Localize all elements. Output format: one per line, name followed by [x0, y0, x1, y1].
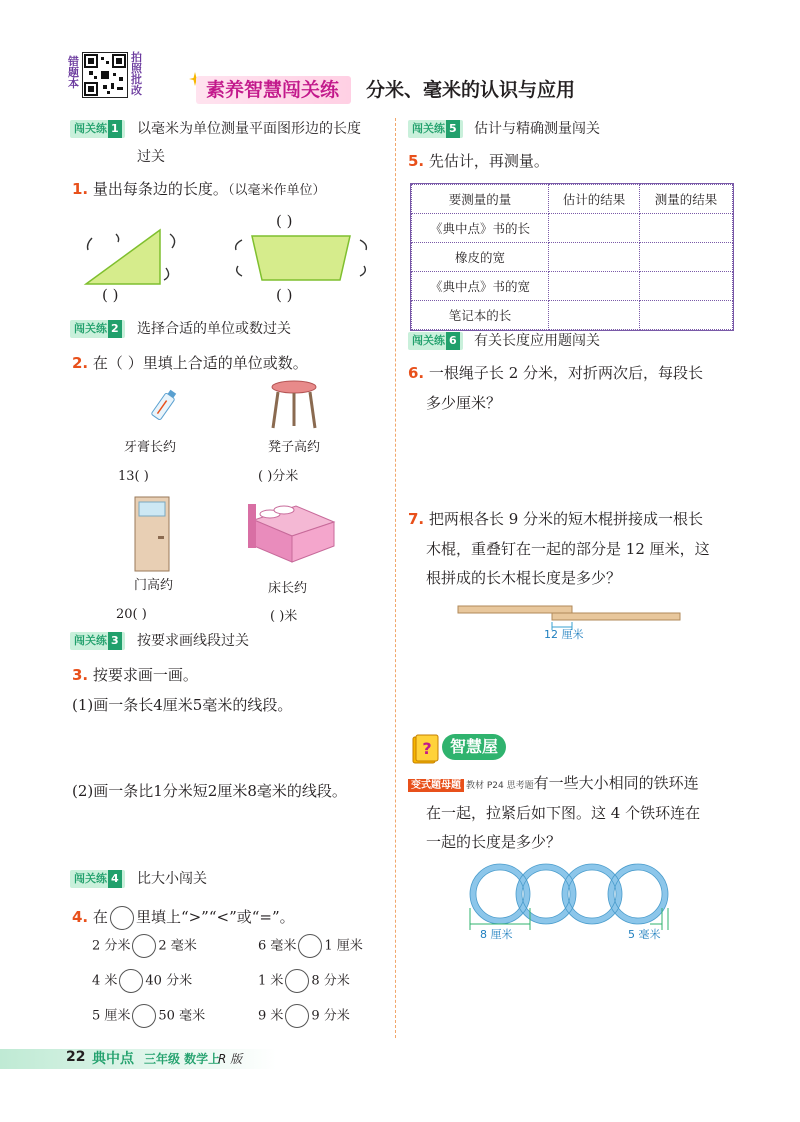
book-question-icon: [410, 733, 440, 765]
tag-number: 3: [108, 632, 122, 650]
table-header: 测量的结果: [640, 185, 733, 214]
overlap-label: 12 厘米: [544, 628, 584, 641]
measure-table: [410, 183, 734, 331]
section-title-5: 估计与精确测量闯关: [474, 121, 600, 137]
section-title-2: 选择合适的单位或数过关: [137, 321, 291, 337]
textbook-ref: 教材 P24 思考题: [466, 781, 534, 791]
bed-icon: [246, 500, 338, 570]
question-number: 1.: [72, 180, 89, 198]
compare-right: 40 分米: [145, 973, 193, 989]
question-note: （以毫米作单位）: [227, 183, 326, 198]
section-title-3: 按要求画线段过关: [137, 633, 249, 649]
variant-badge: 变式题母题: [408, 779, 464, 792]
compare-row-1b: [258, 934, 363, 958]
tag-label: 闯关练: [74, 322, 107, 335]
compare-circle[interactable]: [132, 1004, 156, 1028]
trapezoid-top-blank[interactable]: ( ): [276, 212, 293, 230]
question-3-sub-2: (2)画一条比1分米短2厘米8毫米的线段。: [72, 782, 347, 800]
table-row: [412, 301, 733, 330]
tag-stage-1: [70, 120, 125, 138]
tag-label: 闯关练: [74, 122, 107, 135]
compare-right: 50 毫米: [158, 1008, 206, 1024]
tag-label: 闯关练: [412, 122, 445, 135]
photo-grading-label: 拍照批改: [131, 51, 142, 97]
question-5: [408, 150, 549, 172]
question-text: 有一些大小相同的铁环连: [533, 774, 699, 792]
question-7: [408, 508, 703, 530]
bed-answer[interactable]: ( )米: [270, 609, 298, 624]
question-number: 4.: [72, 908, 89, 926]
table-row: [412, 243, 733, 272]
ring-thickness-label: 5 毫米: [628, 928, 661, 941]
page-number: 22: [66, 1049, 86, 1065]
question-2: [72, 352, 308, 374]
compare-circle[interactable]: [132, 934, 156, 958]
trapezoid-figure: [228, 222, 378, 292]
toothpaste-answer[interactable]: 13( ): [118, 469, 149, 484]
question-1: [72, 178, 325, 202]
compare-right: 9 分米: [311, 1008, 350, 1024]
tag-stage-6: [408, 332, 463, 350]
question-number: 2.: [72, 354, 89, 372]
bed-label: 床长约: [268, 581, 308, 596]
tag-number: 2: [108, 320, 122, 338]
brand-logo: 典中点: [92, 1051, 134, 1067]
edition: R 版: [218, 1052, 243, 1066]
question-text: 在（ ）里填上合适的单位或数。: [92, 354, 308, 372]
table-cell-measure[interactable]: [640, 272, 733, 301]
table-cell-item: 《典中点》书的长: [412, 214, 549, 243]
wisdom-question: [408, 772, 699, 797]
tag-label: 闯关练: [74, 634, 107, 647]
question-number: 6.: [408, 364, 425, 382]
tag-stage-3: [70, 632, 125, 650]
compare-left: 4 米: [92, 973, 118, 989]
table-cell-estimate[interactable]: [549, 301, 640, 330]
tag-stage-2: [70, 320, 125, 338]
page-title: 分米、毫米的认识与应用: [366, 79, 576, 101]
tag-number: 1: [108, 120, 122, 138]
table-cell-item: 笔记本的长: [412, 301, 549, 330]
question-4: [72, 906, 295, 930]
door-icon: [134, 496, 170, 572]
triangle-figure: [82, 222, 192, 312]
ring-width-label: 8 厘米: [480, 928, 513, 941]
door-answer[interactable]: 20( ): [116, 607, 147, 622]
triangle-bottom-blank[interactable]: ( ): [102, 286, 119, 304]
question-text: 一根绳子长 2 分米，对折两次后，每段长: [428, 364, 704, 382]
compare-left: 9 米: [258, 1008, 284, 1024]
compare-row-2a: [92, 969, 192, 993]
table-cell-item: 橡皮的宽: [412, 243, 549, 272]
question-7-line-3: 根拼成的长木棍长度是多少？: [426, 569, 622, 587]
tag-label: 闯关练: [412, 334, 445, 347]
tag-number: 4: [108, 870, 122, 888]
qr-code-icon: [82, 52, 128, 98]
table-row: [412, 272, 733, 301]
compare-left: 2 分米: [92, 938, 131, 954]
question-6-line-2: 多少厘米？: [426, 394, 502, 412]
table-row: [412, 214, 733, 243]
compare-circle[interactable]: [285, 1004, 309, 1028]
toothpaste-icon: [146, 386, 182, 426]
compare-row-2b: [258, 969, 350, 993]
section-title-1: 以毫米为单位测量平面图形边的长度: [137, 121, 361, 137]
table-cell-estimate[interactable]: [549, 272, 640, 301]
compare-circle[interactable]: [285, 969, 309, 993]
question-text: 把两根各长 9 分米的短木棍拼接成一根长: [428, 510, 704, 528]
wisdom-question-line-3: 一起的长度是多少？: [426, 833, 562, 851]
table-header: 要测量的量: [412, 185, 549, 214]
question-text: 先估计，再测量。: [428, 152, 549, 170]
tag-stage-5: [408, 120, 463, 138]
compare-right: 2 毫米: [158, 938, 197, 954]
compare-row-3a: [92, 1004, 205, 1028]
table-cell-measure[interactable]: [640, 243, 733, 272]
compare-left: 6 毫米: [258, 938, 297, 954]
wisdom-house-title: 智慧屋: [442, 734, 506, 760]
door-label: 门高约: [134, 578, 174, 593]
section-title-6: 有关长度应用题闯关: [474, 333, 600, 349]
stool-icon: [268, 380, 320, 430]
question-text: 在: [92, 908, 108, 926]
table-cell-item: 《典中点》书的宽: [412, 272, 549, 301]
question-7-line-2: 木棍，重叠钉在一起的部分是 12 厘米，这: [426, 540, 710, 558]
error-book-label: 错题本: [68, 55, 79, 90]
wisdom-question-line-2: 在一起，拉紧后如下图。这 4 个铁环连在: [426, 804, 701, 822]
compare-circle-sample: [110, 906, 134, 930]
compare-row-3b: [258, 1004, 350, 1028]
section-title-1-cont: 过关: [137, 149, 165, 165]
compare-right: 1 厘米: [324, 938, 363, 954]
compare-left: 5 厘米: [92, 1008, 131, 1024]
question-number: 3.: [72, 666, 89, 684]
column-divider: [395, 118, 396, 1038]
question-text-2: 里填上“>”“<”或“=”。: [135, 908, 295, 926]
question-text: 量出每条边的长度。: [92, 180, 228, 198]
section-badge: 素养智慧闯关练: [196, 76, 351, 104]
table-header-row: [412, 185, 733, 214]
tag-number: 5: [446, 120, 460, 138]
svg-text:?: ?: [422, 739, 432, 758]
question-number: 7.: [408, 510, 425, 528]
stool-answer[interactable]: ( )分米: [258, 469, 299, 484]
compare-row-1a: [92, 934, 197, 958]
trapezoid-bottom-blank[interactable]: ( ): [276, 286, 293, 304]
question-6: [408, 362, 703, 384]
compare-right: 8 分米: [311, 973, 350, 989]
table-header: 估计的结果: [549, 185, 640, 214]
toothpaste-label: 牙膏长约: [124, 440, 177, 455]
question-text: 按要求画一画。: [92, 666, 198, 684]
stool-label: 凳子高约: [268, 440, 321, 455]
question-3: [72, 664, 198, 686]
section-title-4: 比大小闯关: [137, 871, 207, 887]
table-cell-estimate[interactable]: [549, 243, 640, 272]
table-cell-measure[interactable]: [640, 301, 733, 330]
table-cell-estimate[interactable]: [549, 214, 640, 243]
compare-circle[interactable]: [119, 969, 143, 993]
tag-stage-4: [70, 870, 125, 888]
question-number: 5.: [408, 152, 425, 170]
tag-number: 6: [446, 332, 460, 350]
table-cell-measure[interactable]: [640, 214, 733, 243]
compare-left: 1 米: [258, 973, 284, 989]
question-3-sub-1: (1)画一条长4厘米5毫米的线段。: [72, 696, 293, 714]
tag-label: 闯关练: [74, 872, 107, 885]
grade-subject: 三年级 数学上: [144, 1052, 221, 1066]
compare-circle[interactable]: [298, 934, 322, 958]
